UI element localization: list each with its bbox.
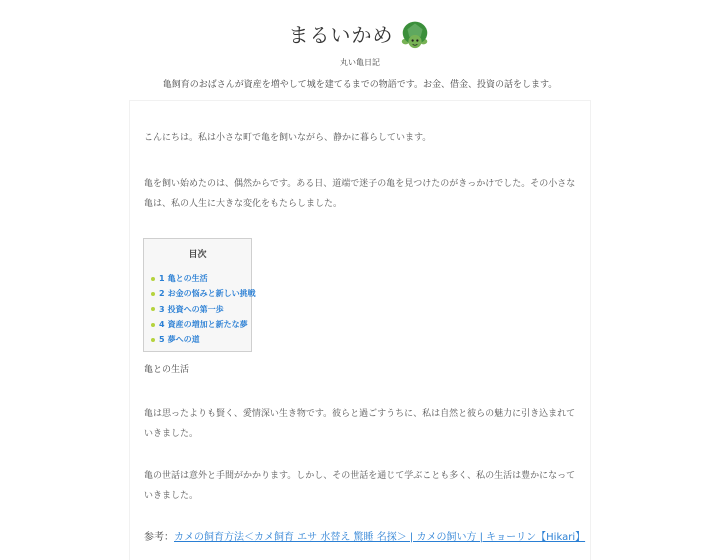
- section-heading-turtle-life: 亀との生活: [144, 365, 190, 375]
- reference-prefix: 参考：: [144, 532, 174, 543]
- intro-paragraph-2: [144, 174, 584, 214]
- toc-title: 目次: [188, 250, 207, 260]
- intro-p1-text: こんにちは。私は小さな町で亀を飼いながら、静かに暮らしています。: [144, 133, 432, 143]
- toc-item-4[interactable]: [151, 317, 256, 332]
- intro-paragraph-1: [144, 128, 584, 148]
- toc-item-2[interactable]: [151, 286, 256, 301]
- site-tagline: 亀飼育のおばさんが資産を増やして城を建てるまでの物語です。お金、借金、投資の話をします。: [162, 80, 558, 90]
- bullet-icon: [151, 323, 155, 327]
- toc-item-label[interactable]: 夢への道: [167, 335, 200, 345]
- reference-link[interactable]: カメの飼育方法＜カメ飼育 エサ 水替え 驚睡 名探＞ | カメの飼い方 | キョーリン【Hikari】: [174, 532, 586, 543]
- toc-item-label[interactable]: 資産の増加と新たな夢: [167, 319, 248, 329]
- toc-item-5[interactable]: [151, 332, 256, 347]
- toc-item-label[interactable]: お金の悩みと新しい挑戦: [167, 289, 256, 299]
- section1-p1-line2: いきました。: [144, 429, 199, 439]
- toc-item-3[interactable]: [151, 302, 256, 317]
- bullet-icon: [151, 338, 155, 342]
- site-title[interactable]: [0, 16, 720, 50]
- section1-paragraph-1: [144, 404, 584, 444]
- table-of-contents: [143, 238, 256, 352]
- toc-item-number[interactable]: 4: [159, 319, 165, 329]
- toc-item-number[interactable]: 1: [159, 274, 165, 283]
- toc-item-number[interactable]: 2: [159, 289, 165, 299]
- section1-p2-line2: いきました。: [144, 491, 199, 501]
- section1-p1-line1: 亀は思ったよりも賢く、愛情深い生き物です。彼らと過ごすうちに、私は自然と彼らの魅力に引き込まれて: [144, 409, 576, 419]
- reference-line: [144, 528, 585, 543]
- toc-item-number[interactable]: 3: [159, 304, 165, 314]
- bullet-icon: [151, 307, 155, 311]
- site-title-text[interactable]: まるいかめ: [288, 22, 394, 47]
- section1-paragraph-2: [144, 466, 584, 506]
- toc-item-label[interactable]: 投資への第一歩: [167, 304, 224, 314]
- toc-item-number[interactable]: 5: [159, 335, 165, 345]
- intro-p2-line2: 亀は、私の人生に大きな変化をもたらしました。: [144, 199, 343, 209]
- bullet-icon: [151, 292, 155, 296]
- toc-item-1[interactable]: [151, 271, 256, 286]
- section1-p2-line1: 亀の世話は意外と手間がかかります。しかし、その世話を通じて学ぶことも多く、私の生活は豊かになって: [144, 471, 576, 481]
- site-subtitle: 丸い亀日記: [340, 58, 380, 67]
- intro-p2-line1: 亀を飼い始めたのは、偶然からです。ある日、道端で迷子の亀を見つけたのがきっかけでした。その小さな: [144, 179, 576, 189]
- toc-list: [151, 271, 256, 347]
- turtle-icon: [398, 16, 432, 50]
- bullet-icon: [151, 277, 155, 281]
- toc-item-label[interactable]: 亀との生活: [167, 274, 208, 283]
